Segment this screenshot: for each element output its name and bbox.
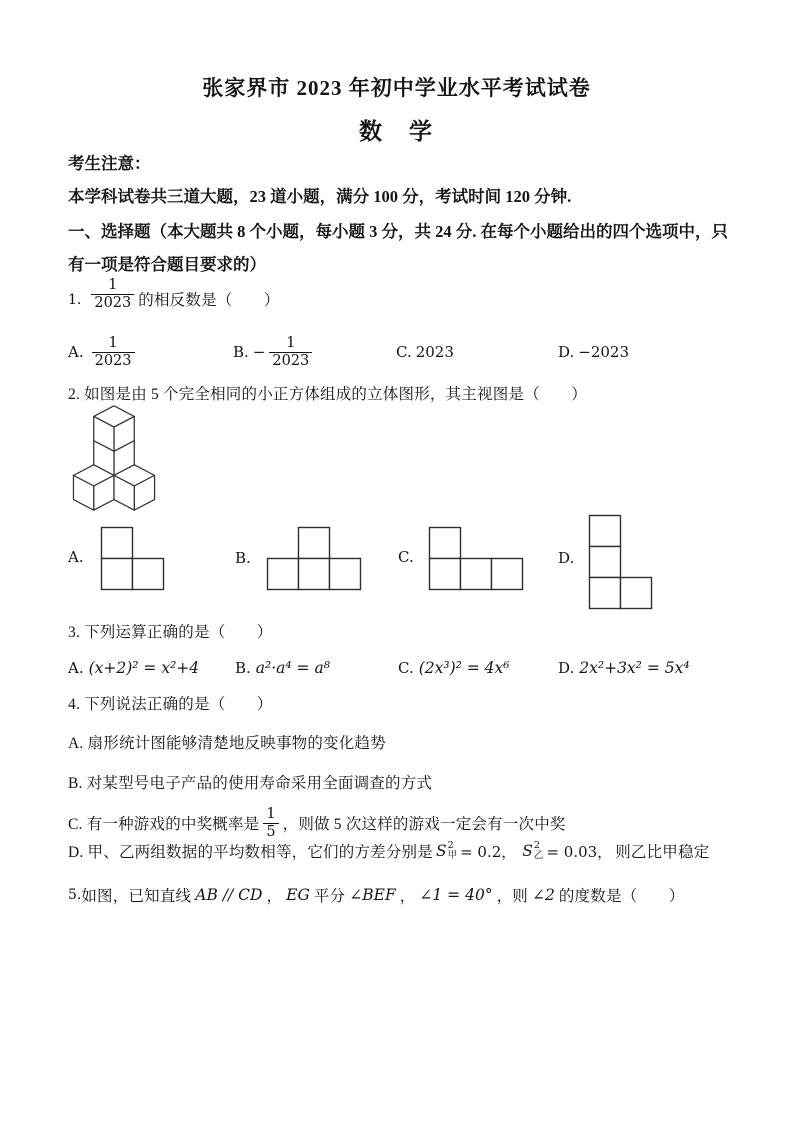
- q2-option-a-shape: [100, 526, 165, 596]
- section-1-heading-line1: 一、选择题（本大题共 8 个小题，每小题 3 分，共 24 分. 在每个小题给出的四个选项中，只: [68, 222, 728, 241]
- parallel-lines-expression: AB // CD: [195, 886, 263, 904]
- question-1-text: 的相反数是（ ）: [138, 292, 280, 310]
- q1-option-c: C. 2023: [396, 343, 454, 361]
- q2-option-c-label: C.: [398, 548, 414, 566]
- q2-option-b-label: B.: [235, 549, 251, 567]
- question-4-stem: 4. 下列说法正确的是（ ）: [68, 696, 273, 713]
- q4-option-b: B. 对某型号电子产品的使用寿命采用全面调查的方式: [68, 775, 433, 792]
- fraction-1-over-2023: $\frac{1}{2023}$: [269, 335, 312, 369]
- variance-symbol-yi: S 2 乙: [522, 840, 544, 861]
- question-1-options: [0, 330, 793, 374]
- angle-2: ∠2: [531, 886, 555, 904]
- exam-info: 本学科试卷共三道大题，23 道小题，满分 100 分，考试时间 120 分钟.: [68, 187, 572, 206]
- angle-bef: ∠BEF: [349, 886, 396, 904]
- q4-option-c: C. 有一种游戏的中奖概率是 $\frac{1}{5}$ ，则做 5 次这样的游戏一定会有一次中奖: [68, 805, 566, 840]
- question-1-stem: [68, 277, 280, 311]
- q2-option-c-shape: [428, 526, 524, 596]
- cube-figure: [70, 402, 158, 514]
- fraction-1-over-2023: $\frac{1}{2023}$: [91, 277, 134, 311]
- q2-option-d-label: D.: [558, 549, 575, 567]
- angle-1-value: ∠1 = 40°: [419, 886, 493, 904]
- q3-option-d: D. 2x²+3x² = 5x⁴: [558, 659, 690, 677]
- fraction-1-over-5: $\frac{1}{5}$: [263, 806, 278, 840]
- q2-option-b-shape: [266, 526, 362, 596]
- q1-option-d: D. −2023: [558, 343, 630, 361]
- q1-option-b: B. − $\frac{1}{2023}$: [233, 330, 316, 374]
- section-1-heading-line2: 有一项是符合题目要求的）: [68, 255, 266, 274]
- q3-option-c: C. (2x³)² = 4x⁶: [398, 659, 510, 677]
- question-2-stem: 2. 如图是由 5 个完全相同的小正方体组成的立体图形，其主视图是（ ）: [68, 386, 587, 403]
- q2-option-a-label: A.: [68, 548, 84, 566]
- q4-option-d: D. 甲、乙两组数据的平均数相等，它们的方差分别是 S 2 甲 = 0.2， S 2 乙 = 0.03， 则乙比甲稳定: [68, 840, 710, 861]
- subject-title: 数 学: [359, 119, 434, 144]
- q1-option-a: A. $\frac{1}{2023}$: [68, 330, 139, 374]
- question-3-stem: 3. 下列运算正确的是（ ）: [68, 624, 273, 641]
- question-5-number: 5.: [68, 887, 82, 903]
- question-5-stem: 5. 如图，已知直线 AB // CD ， EG 平分 ∠BEF ， ∠1 = 40° ，则 ∠2 的度数是（ ）: [68, 886, 685, 905]
- page-title: 张家界市 2023 年初中学业水平考试试卷: [202, 76, 591, 100]
- notice-label: 考生注意：: [68, 154, 151, 173]
- minus-sign: −: [252, 343, 266, 361]
- q4-option-a: A. 扇形统计图能够清楚地反映事物的变化趋势: [68, 735, 386, 752]
- variance-symbol-jia: S 2 甲: [435, 840, 458, 861]
- q3-option-a: A. (x+2)² = x²+4: [68, 659, 200, 677]
- q2-option-d-shape: [588, 514, 653, 615]
- question-3-options: [0, 652, 793, 684]
- question-1-number: 1.: [68, 292, 82, 309]
- fraction-1-over-2023: $\frac{1}{2023}$: [92, 335, 135, 369]
- q3-option-b: B. a²·a⁴ = a⁸: [235, 659, 330, 677]
